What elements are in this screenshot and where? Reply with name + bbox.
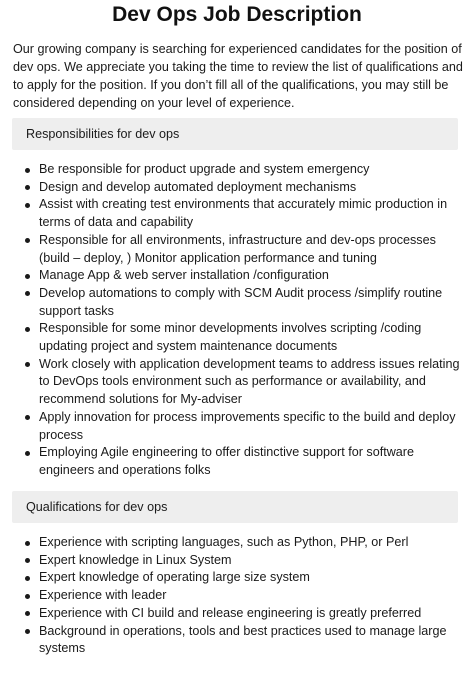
list-item: Expert knowledge in Linux System: [0, 552, 474, 570]
list-item: Develop automations to comply with SCM Audit process /simplify routine support tasks: [0, 285, 474, 320]
list-item: Experience with scripting languages, such as Python, PHP, or Perl: [0, 534, 474, 552]
list-item: Work closely with application development teams to address issues relating to DevOps tools environment such as performance or availability, and recommend solutions for My-adviser: [0, 356, 474, 409]
responsibilities-heading: Responsibilities for dev ops: [12, 118, 458, 150]
list-item: Background in operations, tools and best practices used to manage large systems: [0, 623, 474, 658]
list-item: Apply innovation for process improvements specific to the build and deploy process: [0, 409, 474, 444]
list-item: Design and develop automated deployment mechanisms: [0, 179, 474, 197]
list-item: Experience with leader: [0, 587, 474, 605]
responsibilities-list: [0, 161, 474, 480]
page-title: Dev Ops Job Description: [112, 3, 362, 26]
list-item: Responsible for all environments, infrastructure and dev-ops processes (build – deploy, ) Monitor application performance and tuning: [0, 232, 474, 267]
list-item: Manage App & web server installation /configuration: [0, 267, 474, 285]
list-item: Responsible for some minor developments involves scripting /coding updating project and system maintenance documents: [0, 320, 474, 355]
qualifications-list: [0, 534, 474, 658]
list-item: Be responsible for product upgrade and system emergency: [0, 161, 474, 179]
list-item: Expert knowledge of operating large size system: [0, 569, 474, 587]
list-item: Experience with CI build and release engineering is greatly preferred: [0, 605, 474, 623]
qualifications-heading: Qualifications for dev ops: [12, 491, 458, 523]
list-item: Assist with creating test environments that accurately mimic production in terms of data and capability: [0, 196, 474, 231]
intro-paragraph: Our growing company is searching for experienced candidates for the position of dev ops. We appreciate you taking the time to review the list of qualifications and to apply for the position. If you don’t fill all of the qualifications, you may still be considered depending on your level of experience.: [13, 42, 463, 110]
list-item: Employing Agile engineering to offer distinctive support for software engineers and operations folks: [0, 444, 474, 479]
